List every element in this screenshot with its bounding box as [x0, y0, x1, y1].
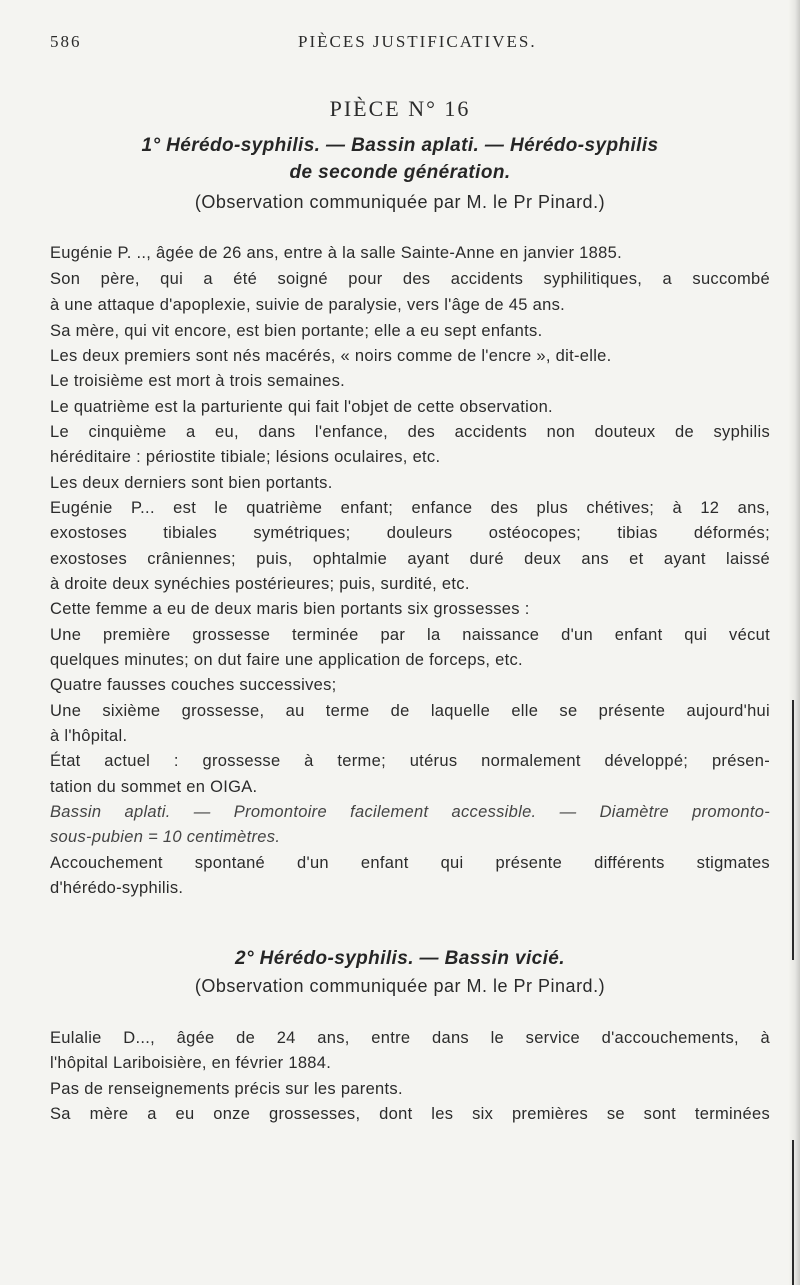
page-edge-shadow [788, 0, 800, 1285]
body-line: Eugénie P. .., âgée de 26 ans, entre à la salle Sainte-Anne en janvier 1885. [50, 244, 622, 262]
body-line: Son père, qui a été soigné pour des accidents syphilitiques, a succombé [50, 270, 770, 288]
body-line: Eulalie D..., âgée de 24 ans, entre dans le service d'accouchements, à [50, 1029, 770, 1047]
page-edge-mark [792, 1140, 794, 1285]
section-1-attribution: (Observation communiquée par M. le Pr Pinard.) [194, 192, 606, 212]
body-line: tation du sommet en OIGA. [50, 778, 258, 796]
body-line: exostoses tibiales symétriques; douleurs ostéocopes; tibias déformés; [50, 524, 770, 542]
body-line: à droite deux synéchies postérieures; puis, surdité, etc. [50, 575, 470, 593]
body-line: héréditaire : périostite tibiale; lésions oculaires, etc. [50, 448, 441, 466]
body-line: sous-pubien = 10 centimètres. [50, 828, 281, 846]
body-line: Le quatrième est la parturiente qui fait l'objet de cette observation. [50, 398, 553, 416]
body-line: Quatre fausses couches successives; [50, 676, 337, 694]
body-line: l'hôpital Lariboisière, en février 1884. [50, 1054, 332, 1072]
body-line: Les deux derniers sont bien portants. [50, 474, 333, 492]
section-1-title-line-1: 1° Hérédo-syphilis. — Bassin aplati. — Hérédo-syphilis [141, 135, 659, 156]
body-line: Pas de renseignements précis sur les parents. [50, 1080, 403, 1098]
page-number: 586 [50, 32, 82, 51]
running-title: PIÈCES JUSTIFICATIVES. [298, 32, 537, 51]
body-line: Sa mère a eu onze grossesses, dont les six premières se sont terminées [50, 1105, 770, 1123]
body-line: à une attaque d'apoplexie, suivie de paralysie, vers l'âge de 45 ans. [50, 296, 565, 314]
body-line: Les deux premiers sont nés macérés, « noirs comme de l'encre », dit-elle. [50, 347, 612, 365]
body-line: Eugénie P... est le quatrième enfant; enfance des plus chétives; à 12 ans, [50, 499, 770, 517]
body-line: exostoses crâniennes; puis, ophtalmie ayant duré deux ans et ayant laissé [50, 550, 770, 568]
piece-heading: PIÈCE N° 16 [329, 96, 471, 121]
body-line: à l'hôpital. [50, 727, 128, 745]
section-1-title-line-2: de seconde génération. [289, 162, 511, 183]
running-header [0, 32, 800, 58]
body-line: quelques minutes; on dut faire une application de forceps, etc. [50, 651, 523, 669]
section-2-attribution: (Observation communiquée par M. le Pr Pinard.) [194, 976, 606, 996]
body-line: Accouchement spontané d'un enfant qui présente différents stigmates [50, 854, 770, 872]
body-line: d'hérédo-syphilis. [50, 879, 184, 897]
body-line: Bassin aplati. — Promontoire facilement accessible. — Diamètre promonto- [50, 803, 770, 821]
body-line: Cette femme a eu de deux maris bien portants six grossesses : [50, 600, 530, 618]
body-line: Le troisième est mort à trois semaines. [50, 372, 346, 390]
body-line: Une sixième grossesse, au terme de laquelle elle se présente aujourd'hui [50, 702, 770, 720]
section-2-title: 2° Hérédo-syphilis. — Bassin vicié. [235, 948, 565, 969]
body-line: Une première grossesse terminée par la naissance d'un enfant qui vécut [50, 626, 770, 644]
body-line: Le cinquième a eu, dans l'enfance, des accidents non douteux de syphilis [50, 423, 770, 441]
body-line: Sa mère, qui vit encore, est bien portante; elle a eu sept enfants. [50, 322, 543, 340]
page-edge-mark [792, 700, 794, 960]
body-line: État actuel : grossesse à terme; utérus normalement développé; présen- [50, 752, 770, 770]
